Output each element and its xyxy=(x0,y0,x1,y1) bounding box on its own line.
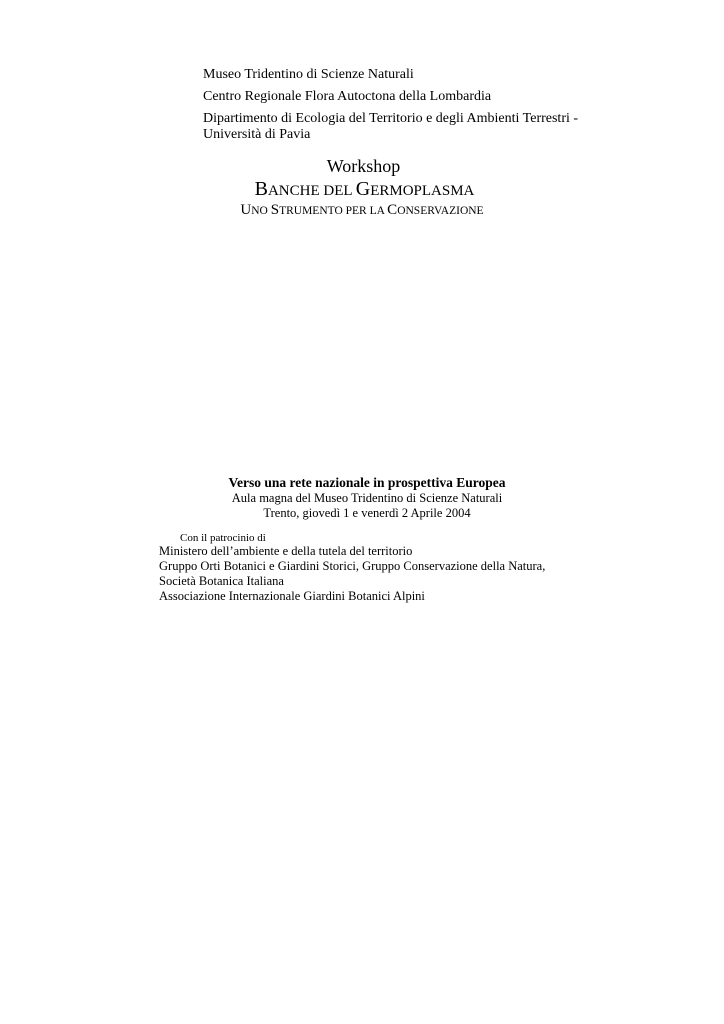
workshop-title-block xyxy=(0,156,724,220)
event-date: Trento, giovedì 1 e venerdì 2 Aprile 2004 xyxy=(263,506,471,520)
organizer-museum: Museo Tridentino di Scienze Naturali xyxy=(203,67,414,82)
title-initial-b: B xyxy=(254,178,268,200)
organizers-block xyxy=(203,67,583,143)
event-title: Verso una rete nazionale in prospettiva Europea xyxy=(228,475,506,490)
title-anche: ANCHE DEL xyxy=(267,183,356,199)
patronage-intro: Con il patrocinio di xyxy=(180,532,266,544)
workshop-label: Workshop xyxy=(326,156,401,176)
organizer-dipartimento: Dipartimento di Ecologia del Territorio e degli Ambienti Terrestri - xyxy=(203,111,579,126)
patronage-entry: Gruppo Orti Botanici e Giardini Storici, Gruppo Conservazione della Natura, xyxy=(159,559,546,573)
event-venue: Aula magna del Museo Tridentino di Scienze Naturali xyxy=(231,491,503,505)
workshop-subtitle xyxy=(0,202,724,220)
patronage-entry: Ministero dell’ambiente e della tutela del territorio xyxy=(159,544,413,558)
event-block xyxy=(0,475,724,521)
subtitle-initial-c: C xyxy=(387,202,398,218)
organizer-universita: Università di Pavia xyxy=(203,127,311,142)
workshop-title xyxy=(0,178,724,202)
patronage-list xyxy=(159,544,579,604)
title-ermoplasma: ERMOPLASMA xyxy=(370,183,475,199)
subtitle-no: NO xyxy=(251,205,271,217)
subtitle-trumento: TRUMENTO PER LA xyxy=(279,205,388,217)
patronage-entry: Associazione Internazionale Giardini Botanici Alpini xyxy=(159,589,425,603)
organizer-centro-regionale: Centro Regionale Flora Autoctona della Lombardia xyxy=(203,89,492,104)
subtitle-initial-u: U xyxy=(240,202,252,218)
title-initial-g: G xyxy=(355,178,371,200)
subtitle-initial-s: S xyxy=(270,202,280,218)
subtitle-onservazione: ONSERVAZIONE xyxy=(397,205,484,217)
patronage-entry: Società Botanica Italiana xyxy=(159,574,284,588)
